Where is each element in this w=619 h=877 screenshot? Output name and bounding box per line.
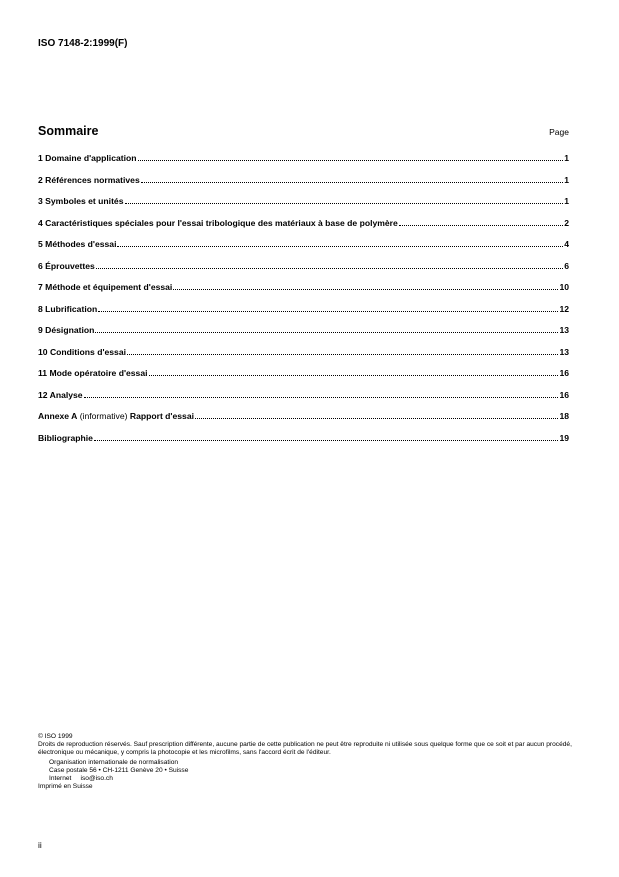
toc-entry-annex-a[interactable]: [38, 411, 569, 433]
page-number: ii: [38, 840, 42, 850]
toc-entry-10[interactable]: [38, 347, 569, 369]
organization-name: Organisation internationale de normalisation: [49, 758, 179, 766]
toc-entry-3[interactable]: [38, 196, 569, 218]
toc-entry-label: 11 Mode opératoire d'essai: [38, 368, 148, 378]
toc-entry-12[interactable]: [38, 390, 569, 412]
annex-type: (informative): [77, 411, 130, 421]
toc-entry-page: 4: [564, 239, 569, 249]
toc-entry-6[interactable]: [38, 261, 569, 283]
internet-label: Internet: [49, 775, 72, 783]
toc-entry-label: [38, 411, 194, 421]
toc-entry-label: Bibliographie: [38, 432, 93, 443]
toc-entry-label: 1 Domaine d'application: [38, 153, 137, 163]
toc-dot-leader: [94, 434, 559, 441]
toc-entry-9[interactable]: [38, 325, 569, 347]
toc-entry-4[interactable]: [38, 218, 569, 240]
toc-entry-label: 6 Éprouvettes: [38, 260, 95, 271]
annex-title: Rapport d'essai: [129, 411, 194, 421]
toc-dot-leader: [399, 219, 563, 226]
toc-entry-page: 2: [564, 217, 569, 228]
table-of-contents: [38, 153, 569, 454]
toc-entry-1[interactable]: [38, 153, 569, 175]
toc-dot-leader: [195, 412, 558, 419]
toc-entry-page: 6: [564, 260, 569, 271]
toc-title: Sommaire: [38, 124, 99, 138]
toc-entry-label: 7 Méthode et équipement d'essai: [38, 282, 173, 292]
toc-entry-page: 1: [564, 196, 569, 206]
toc-dot-leader: [96, 262, 563, 269]
toc-entry-label: 2 Références normatives: [38, 174, 140, 185]
toc-dot-leader: [117, 240, 563, 247]
internet-line: [38, 775, 583, 783]
toc-dot-leader: [84, 391, 559, 398]
toc-entry-11[interactable]: [38, 368, 569, 390]
toc-entry-page: 1: [564, 153, 569, 163]
toc-entry-label: 12 Analyse: [38, 389, 83, 400]
toc-dot-leader: [149, 369, 559, 376]
toc-entry-page: 10: [559, 282, 569, 292]
toc-dot-leader: [98, 305, 558, 312]
toc-dot-leader: [138, 154, 564, 161]
toc-entry-label: 3 Symboles et unités: [38, 196, 124, 206]
toc-entry-label: 4 Caractéristiques spéciales pour l'essai tribologique des matériaux à base de polymère: [38, 217, 398, 228]
toc-entry-5[interactable]: [38, 239, 569, 261]
toc-dot-leader: [127, 348, 558, 355]
toc-entry-label: 9 Désignation: [38, 325, 95, 335]
toc-entry-page: 16: [559, 389, 569, 400]
postal-address: Case postale 56 • CH-1211 Genève 20 • Suisse: [49, 766, 189, 774]
toc-dot-leader: [125, 197, 564, 204]
toc-entry-page: 19: [559, 432, 569, 443]
rights-notice: Droits de reproduction réservés. Sauf prescription différente, aucune partie de cette publication ne peut être reproduite ni utilisée sous quelque forme que ce soit et par aucun procédé, électronique ou mécanique, y compris la photocopie et les microfilms, sans l'accord écrit de l'éditeur.: [38, 741, 572, 757]
toc-dot-leader: [95, 326, 558, 333]
toc-entry-label: 5 Méthodes d'essai: [38, 239, 117, 249]
toc-entry-page: 13: [559, 346, 569, 357]
toc-dot-leader: [173, 283, 558, 290]
toc-entry-label: 8 Lubrification: [38, 303, 98, 314]
toc-entry-8[interactable]: [38, 304, 569, 326]
toc-entry-2[interactable]: [38, 175, 569, 197]
toc-entry-label: 10 Conditions d'essai: [38, 346, 127, 357]
toc-entry-page: 18: [559, 411, 569, 421]
copyright-footer: [38, 733, 583, 791]
toc-dot-leader: [141, 176, 563, 183]
printed-in: Imprimé en Suisse: [38, 783, 93, 791]
annex-label: Annexe A: [38, 411, 78, 421]
toc-entry-page: 12: [559, 303, 569, 314]
toc-entry-page: 16: [559, 368, 569, 378]
toc-page-column-label: Page: [549, 127, 569, 137]
toc-entry-7[interactable]: [38, 282, 569, 304]
copyright-line: © ISO 1999: [38, 733, 73, 740]
email-link[interactable]: iso@iso.ch: [80, 775, 113, 783]
toc-entry-bibliography[interactable]: [38, 433, 569, 455]
toc-entry-page: 13: [559, 325, 569, 335]
toc-entry-page: 1: [564, 174, 569, 185]
document-id-header: ISO 7148-2:1999(F): [38, 38, 128, 49]
